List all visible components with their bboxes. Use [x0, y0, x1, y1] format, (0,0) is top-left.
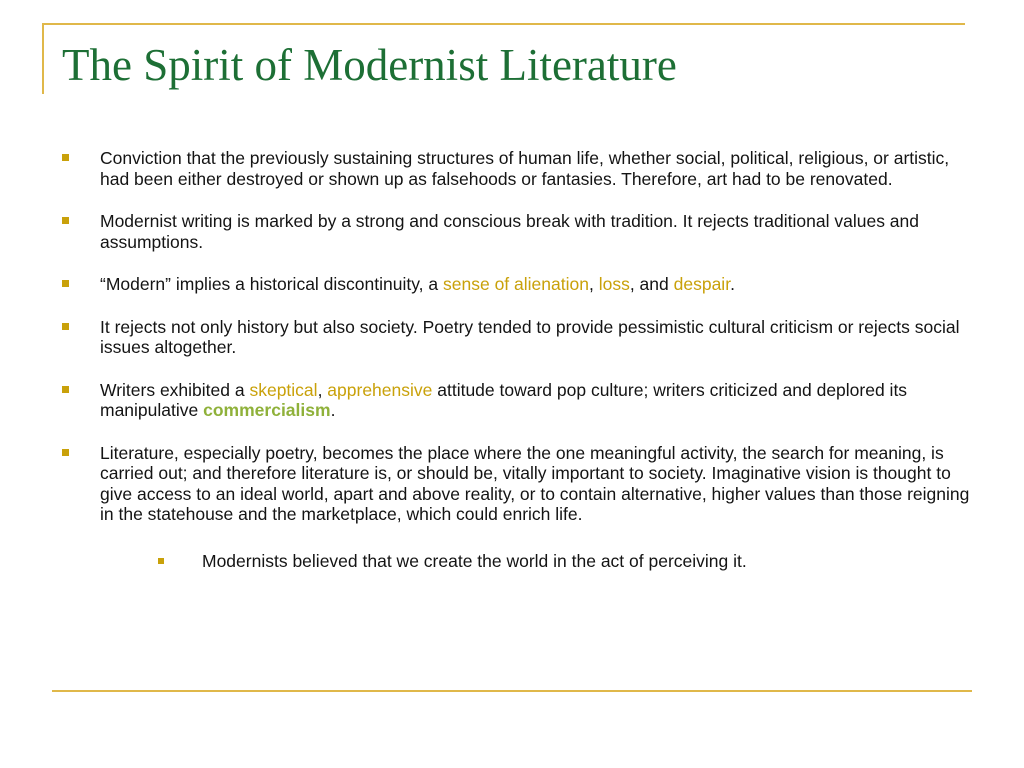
square-bullet-icon [62, 386, 69, 393]
frame-left-rule [42, 23, 44, 94]
text-segment: Writers exhibited a [100, 379, 250, 400]
text-segment: , [317, 379, 328, 400]
highlight-skeptical: skeptical [249, 379, 318, 400]
sub-bullet-item [0, 551, 982, 572]
bullet-text: Conviction that the previously sustaining structures of human life, whether social, political, religious, or artistic, had been either destroyed or shown up as falsehoods or fantasies. Therefore, art had to be renovated. [100, 148, 950, 189]
bullet-item [0, 380, 980, 421]
text-segment: “Modern” implies a historical discontinuity, a [100, 274, 444, 294]
bullet-item [0, 443, 980, 525]
bullet-item [0, 274, 980, 295]
frame-bottom-rule [52, 690, 972, 692]
square-bullet-icon [62, 154, 69, 161]
slide-title: The Spirit of Modernist Literature [62, 40, 677, 90]
bullet-item [0, 211, 980, 252]
square-bullet-icon [62, 280, 69, 287]
highlight-commercialism: commercialism [203, 400, 331, 420]
text-segment: . [730, 274, 735, 294]
frame-top-rule [42, 23, 965, 25]
square-bullet-icon [158, 558, 164, 564]
square-bullet-icon [62, 217, 69, 224]
bullet-text [100, 274, 980, 295]
square-bullet-icon [62, 449, 69, 456]
highlight-despair: despair [673, 274, 731, 294]
bullet-item [0, 317, 980, 358]
bullet-text: Modernist writing is marked by a strong and conscious break with tradition. It rejects traditional values and assumptions. [100, 211, 920, 252]
bullet-list [0, 148, 1024, 593]
text-segment: , [588, 274, 599, 294]
bullet-text [100, 380, 980, 421]
text-segment: . [330, 400, 336, 420]
highlight-apprehensive: apprehensive [327, 379, 433, 400]
bullet-text: It rejects not only history but also society. Poetry tended to provide pessimistic cultural criticism or rejects social issues altogether. [100, 316, 960, 357]
text-segment: , and [629, 274, 674, 294]
square-bullet-icon [62, 323, 69, 330]
sub-bullet-text: Modernists believed that we create the world in the act of perceiving it. [202, 550, 747, 571]
text-segment: attitude toward pop culture; writers criticized and deplored its manipulative [100, 379, 908, 420]
bullet-item [0, 148, 980, 189]
highlight-alienation: sense of alienation [443, 274, 589, 294]
bullet-text: Literature, especially poetry, becomes the place where the one meaningful activity, the search for meaning, is carried out; and therefore literature is, or should be, vitally important to society. Imaginative vision is thought to give access to an ideal world, apart and above reality, or to contain alternative, higher values than those reigning in the statehouse and the marketplace, which could enrich life. [100, 442, 970, 524]
highlight-loss: loss [598, 274, 630, 294]
